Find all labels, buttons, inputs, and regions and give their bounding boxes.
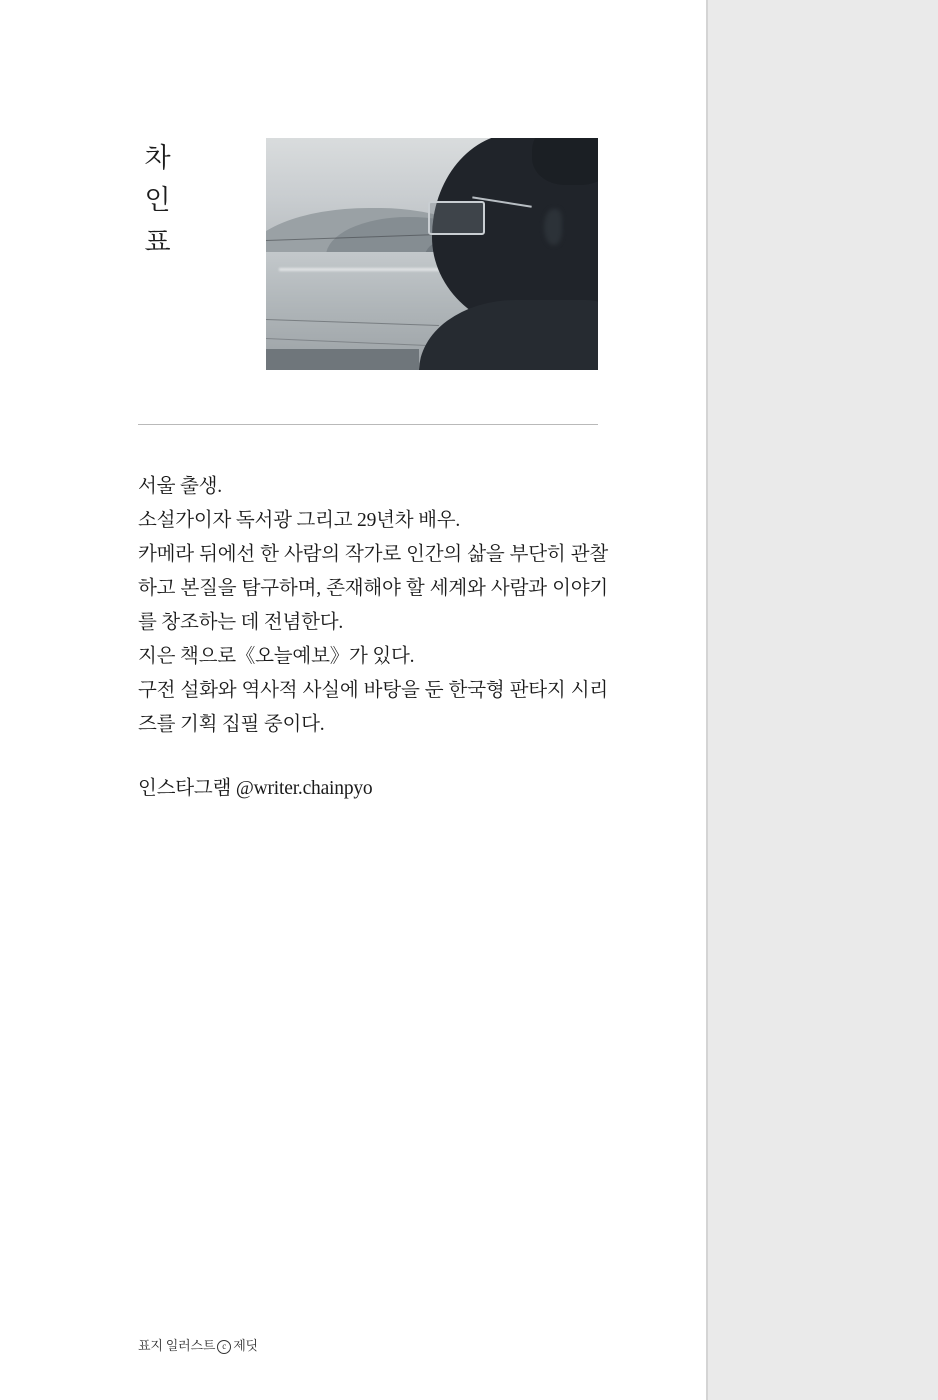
photo-person-glasses-lens [428,201,485,235]
bio-line-2: 소설가이자 독서광 그리고 29년차 배우. [138,510,461,531]
author-name-char-3: 표 [144,227,172,258]
social-label: 인스타그램 [138,778,232,799]
author-header-block [138,130,598,370]
social-handle: @writer.chainpyo [235,778,373,799]
bio-line-1: 서울 출생. [138,476,222,497]
bio-line-5: 구전 설화와 역사적 사실에 바탕을 둔 한국형 판타지 시리즈를 기획 집필 중이다. [138,680,608,735]
bio-line-3: 카메라 뒤에선 한 사람의 작가로 인간의 삶을 부단히 관찰하고 본질을 탐구하며, 존재해야 할 세계와 사람과 이야기를 창조하는 데 전념한다. [138,544,608,633]
bio-line-4: 지은 책으로《오늘예보》가 있다. [138,646,415,667]
copyright-icon: c [217,1340,231,1354]
credit-prefix: 표지 일러스트 [138,1338,216,1353]
author-name-char-2: 인 [144,185,172,216]
photo-shoreline [266,349,419,370]
photo-person-hair [532,138,598,185]
horizontal-divider [138,424,598,425]
author-photo [266,138,598,370]
page-gutter [708,0,938,1400]
author-name-char-1: 차 [144,143,172,174]
author-bio [138,470,608,806]
author-name-vertical [138,138,178,264]
cover-illustration-credit [138,1337,258,1355]
bio-social-line [138,772,608,806]
credit-name: 제딧 [233,1338,258,1353]
photo-person-cheek [544,209,563,245]
